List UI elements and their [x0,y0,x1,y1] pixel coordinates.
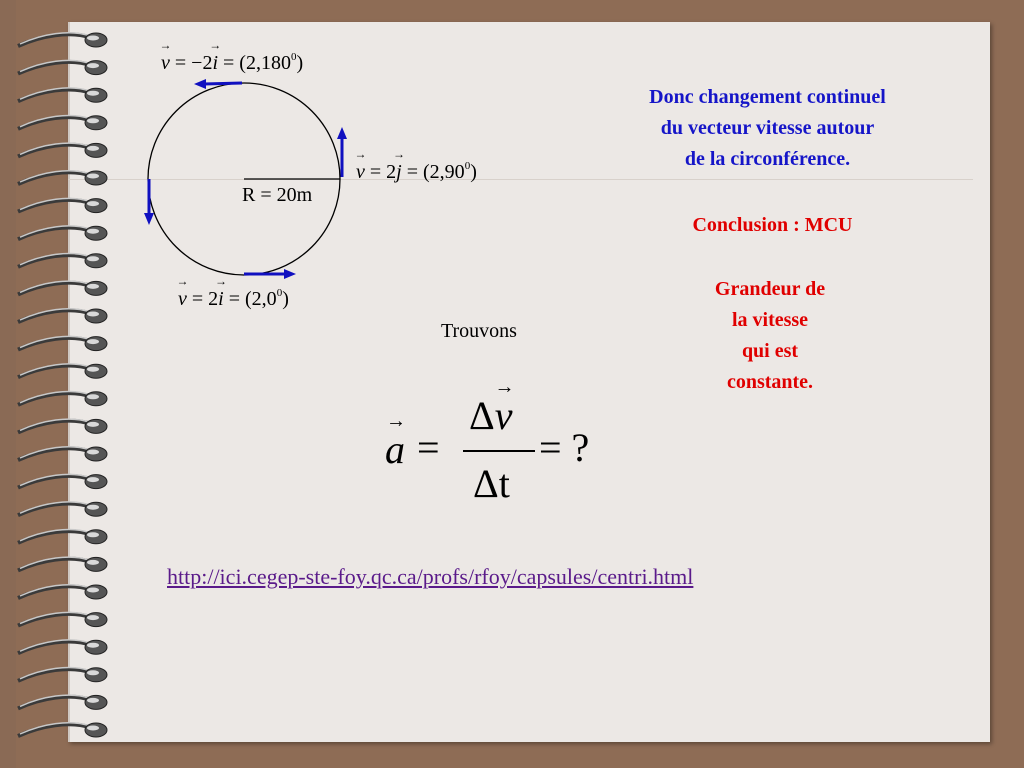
note-line: Grandeur de [714,278,826,300]
eq-coefficient: = 2 [369,161,397,183]
vector-v: v → [161,52,170,75]
vector-v: v → [356,161,365,184]
velocity-arrow-top [194,79,242,89]
vector-a: a → [385,426,405,473]
conclusion-text: Conclusion : MCU [692,214,853,236]
eq-coefficient: = 2 [191,288,219,310]
vector-v: v → [495,392,513,439]
vector-v: v → [178,288,187,311]
eq-close: ) [296,52,304,74]
note-line: constante. [726,371,814,393]
denominator: Δt [473,461,510,506]
eq-coefficient: = −2 [174,52,213,74]
eq-close: ) [470,161,477,183]
velocity-equation-right [356,160,477,184]
numerator [469,392,513,439]
capsule-link[interactable]: http://ici.cegep-ste-foy.qc.ca/profs/rfoy/capsules/centri.html [167,564,694,589]
unit-vector: j → [396,161,402,184]
velocity-equation-bottom [178,287,289,311]
note-line: de la circonférence. [684,148,851,170]
unit-vector: i → [212,52,218,75]
acceleration-formula [385,392,615,512]
equals-question: = ? [539,425,590,470]
eq-polar: = (2,90 [406,161,465,183]
degree-mark: 0 [276,287,283,299]
eq-polar: = (2,180 [223,52,291,74]
unit-vector: i → [218,288,224,311]
continuous-change-note [600,82,935,175]
eq-polar: = (2,0 [228,288,277,310]
degree-mark: 0 [290,51,297,63]
trouvons-label: Trouvons [441,320,517,342]
velocity-arrow-right [337,127,347,177]
radius-label: R = 20m [242,184,313,206]
note-line: Donc changement continuel [649,86,886,108]
note-line: qui est [741,340,799,362]
degree-mark: 0 [464,160,471,172]
note-line: la vitesse [731,309,809,331]
eq-close: ) [282,288,289,310]
fraction-bar [463,450,535,452]
velocity-arrow-left [144,179,154,225]
velocity-equation-top [161,51,303,75]
velocity-arrow-bottom [244,269,296,279]
delta-symbol: Δ [469,393,495,438]
constant-speed-note [680,274,860,398]
equals-sign: = [417,425,440,470]
note-line: du vecteur vitesse autour [660,117,875,139]
